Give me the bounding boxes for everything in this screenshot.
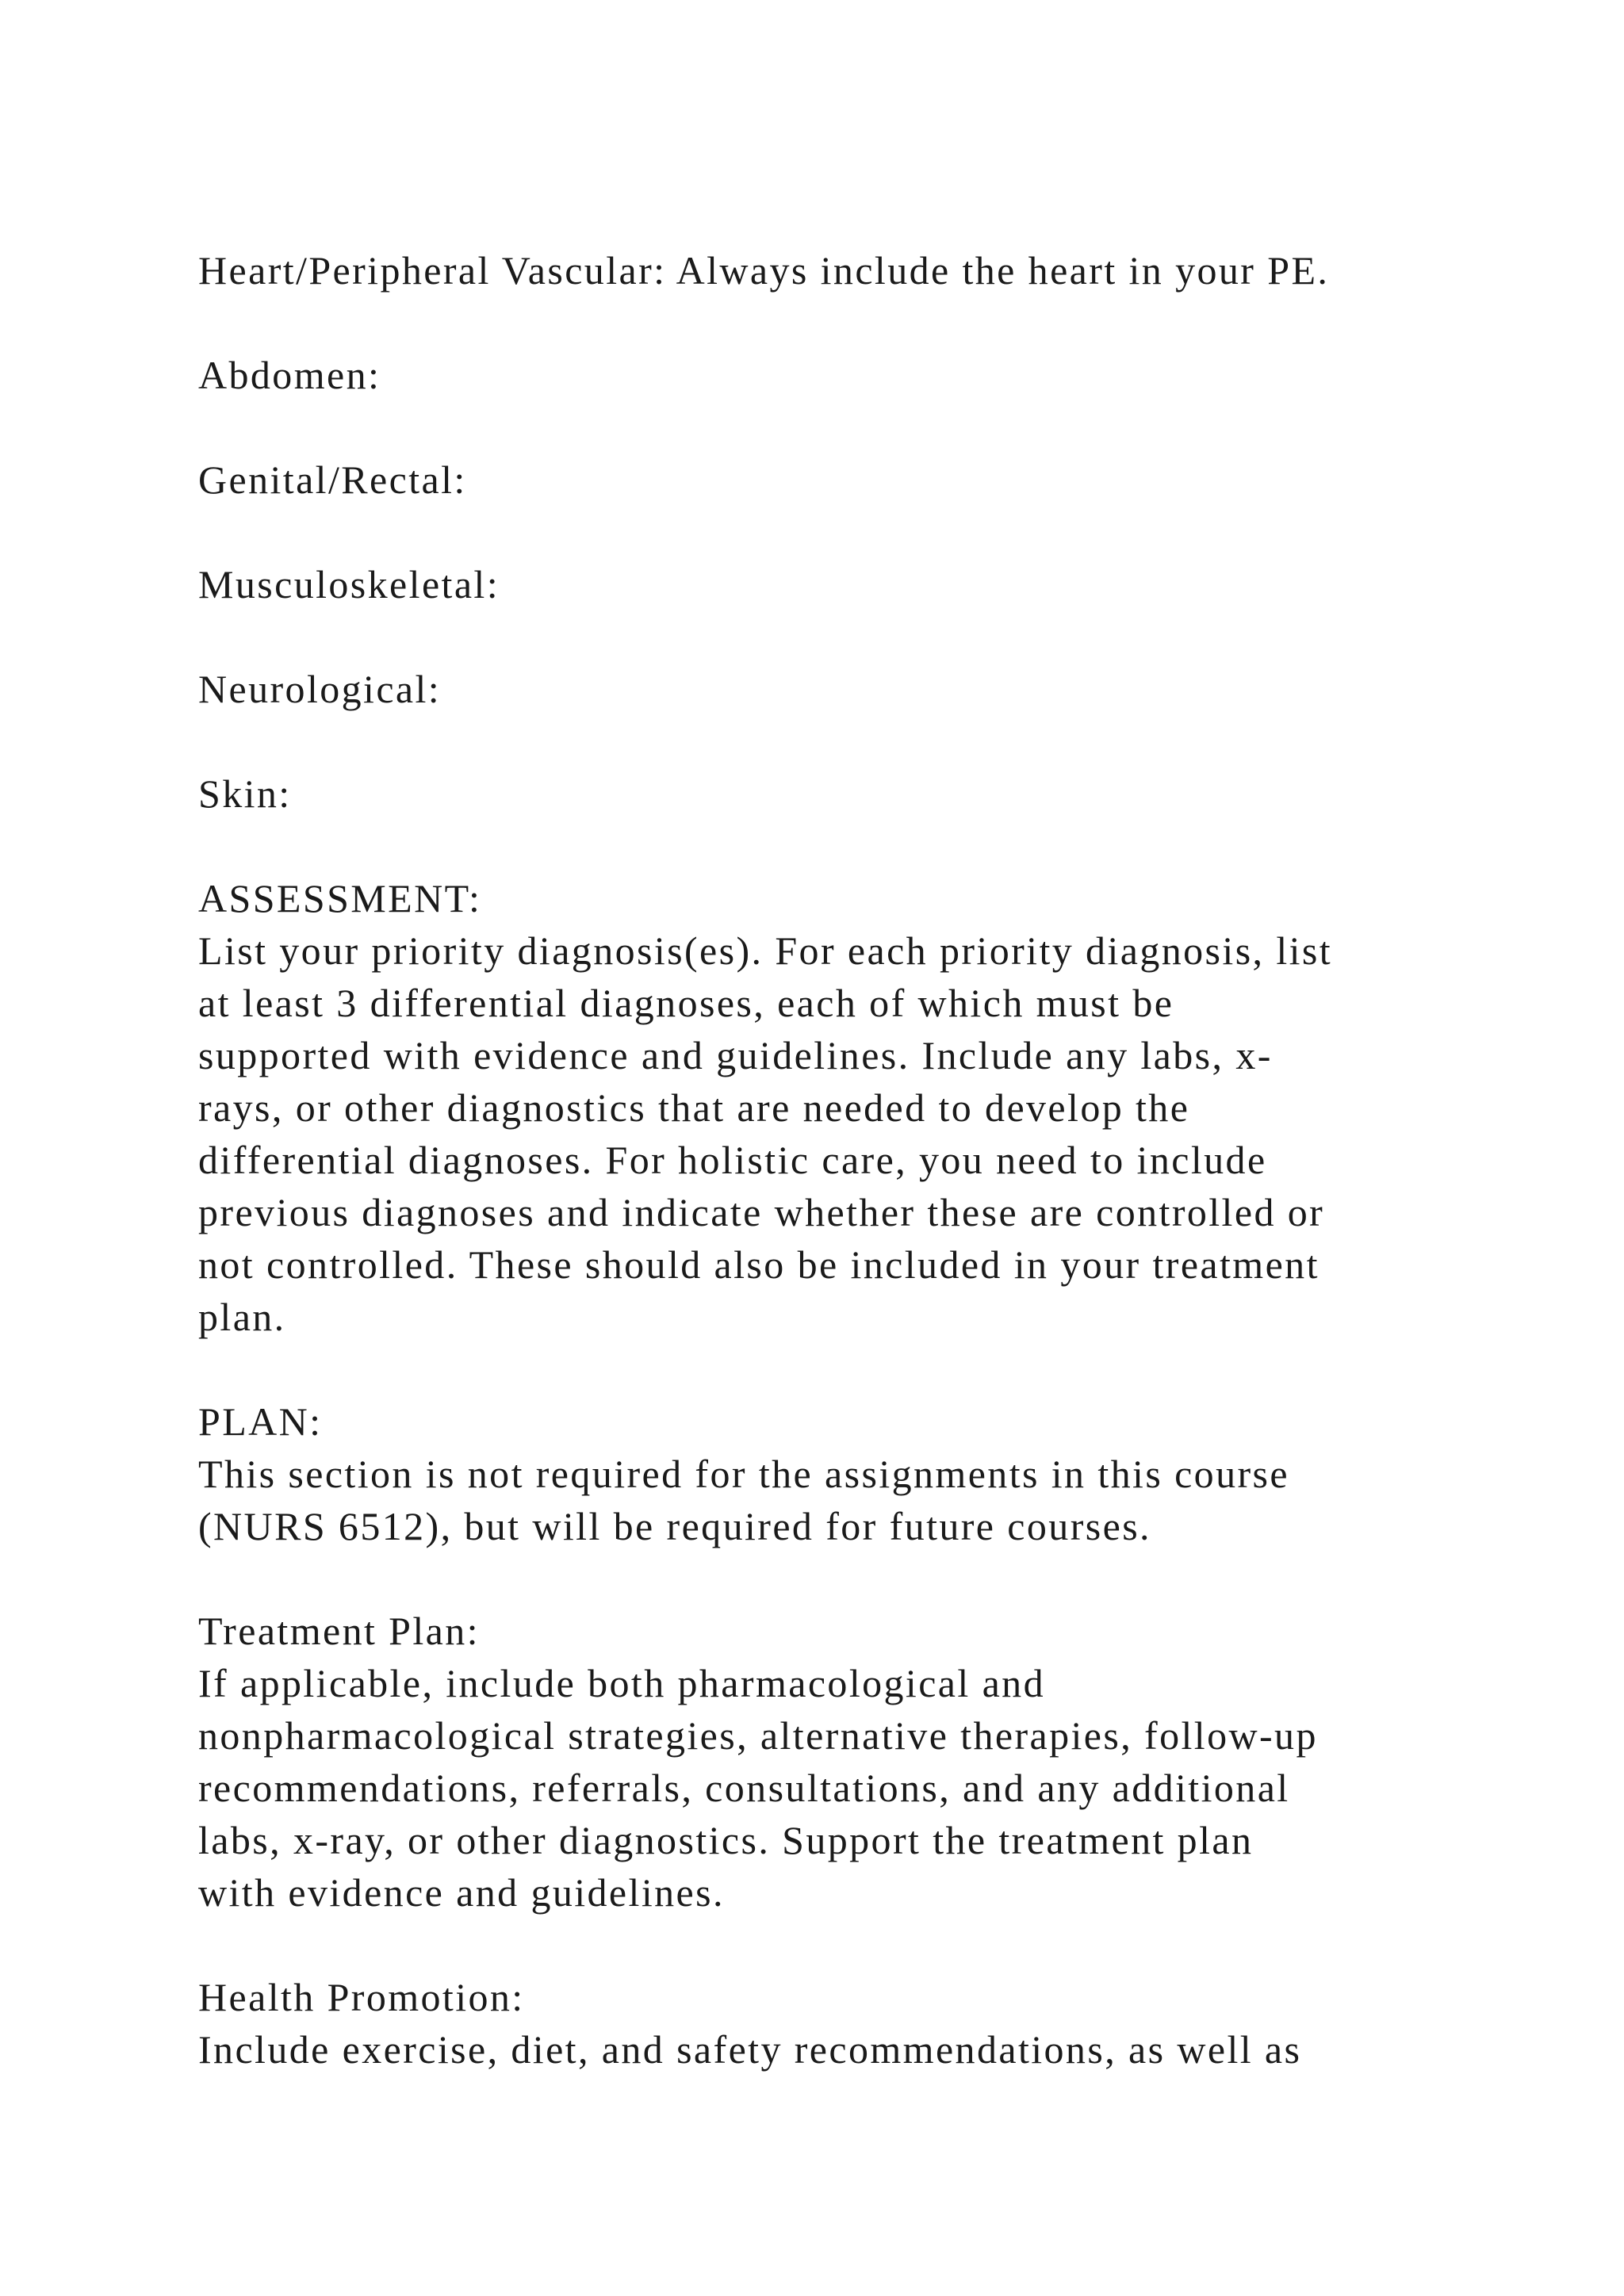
assessment-text-line: supported with evidence and guidelines. Include any labs, x- [198,1033,1273,1077]
treatment-plan-text-line: nonpharmacological strategies, alternative therapies, follow-up [198,1713,1318,1758]
blank-line [198,1343,1515,1395]
blank-line [198,401,1515,453]
blank-line [198,1552,1515,1605]
assessment-text-line: plan. [198,1295,286,1339]
health-promotion-heading: Health Promotion: [198,1975,525,2019]
assessment-text-line: not controlled. These should also be included in your treatment [198,1242,1320,1287]
treatment-plan-heading: Treatment Plan: [198,1609,480,1653]
assessment-heading: ASSESSMENT: [198,876,482,920]
assessment-text-line: differential diagnoses. For holistic care, you need to include [198,1138,1267,1182]
pe-skin: Skin: [198,771,292,816]
blank-line [198,715,1515,767]
pe-musculoskeletal: Musculoskeletal: [198,562,500,607]
plan-heading: PLAN: [198,1399,323,1444]
blank-line [198,1919,1515,1971]
pe-neurological: Neurological: [198,667,442,711]
assessment-text-line: previous diagnoses and indicate whether these are controlled or [198,1190,1325,1234]
plan-text-line: (NURS 6512), but will be required for future courses. [198,1504,1151,1548]
assessment-text-line: List your priority diagnosis(es). For each priority diagnosis, list [198,928,1333,973]
treatment-plan-text-line: with evidence and guidelines. [198,1870,725,1915]
treatment-plan-text-line: labs, x-ray, or other diagnostics. Support the treatment plan [198,1818,1254,1862]
blank-line [198,506,1515,558]
pe-heart-peripheral-vascular: Heart/Peripheral Vascular: Always include the heart in your PE. [198,248,1330,293]
assessment-text-line: rays, or other diagnostics that are needed to develop the [198,1085,1190,1130]
blank-line [198,610,1515,663]
plan-text-line: This section is not required for the assignments in this course [198,1452,1289,1496]
treatment-plan-text-line: If applicable, include both pharmacological and [198,1661,1045,1705]
blank-line [198,820,1515,872]
health-promotion-text-line: Include exercise, diet, and safety recommendations, as well as [198,2027,1302,2072]
document-body [198,244,1515,2076]
pe-abdomen: Abdomen: [198,353,381,397]
blank-line [198,297,1515,349]
treatment-plan-text-line: recommendations, referrals, consultations, and any additional [198,1766,1290,1810]
pe-genital-rectal: Genital/Rectal: [198,457,467,502]
assessment-text-line: at least 3 differential diagnoses, each of which must be [198,981,1174,1025]
